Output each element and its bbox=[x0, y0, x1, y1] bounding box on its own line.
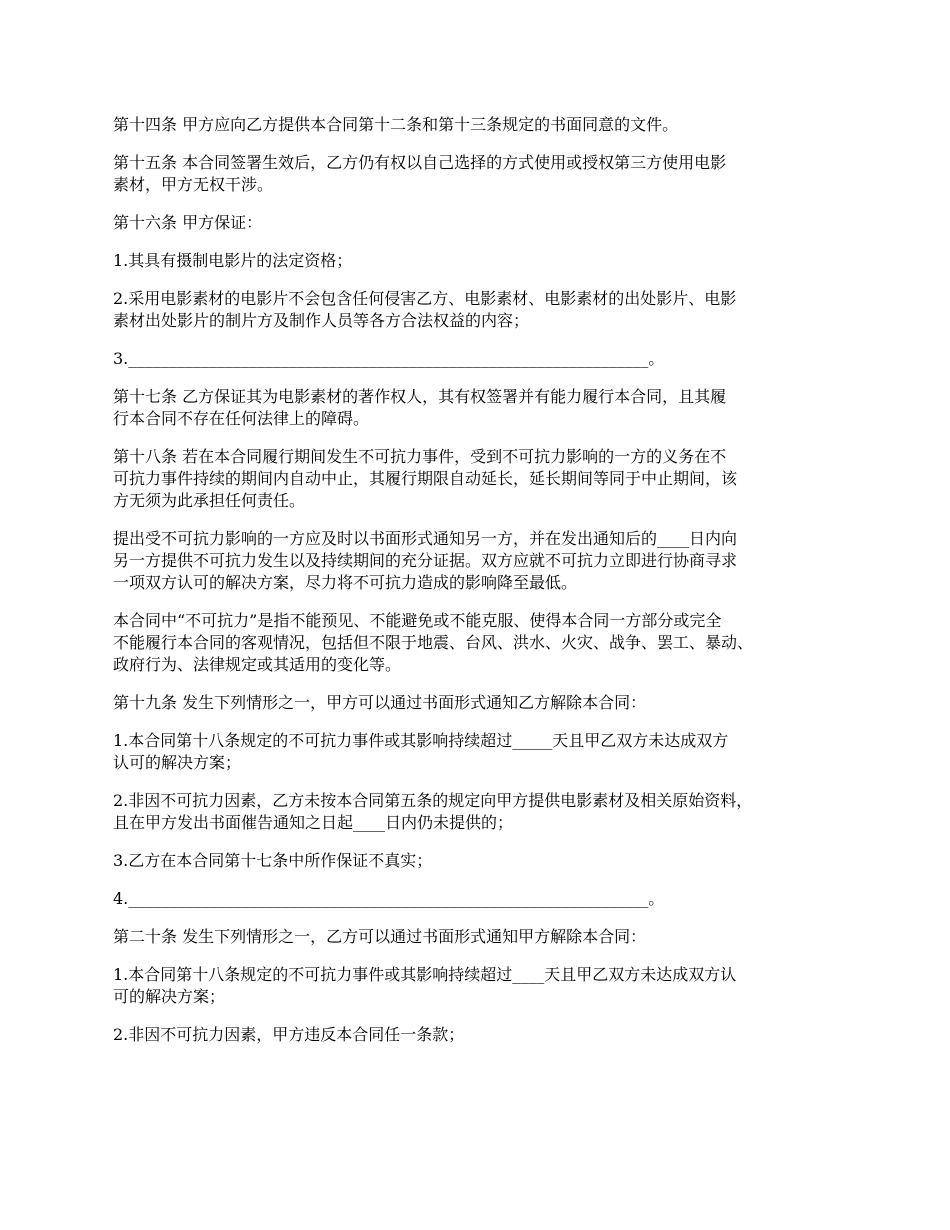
text-line: 素材出处影片的制片方及制作人员等各方合法权益的内容； bbox=[113, 311, 530, 330]
text-line: 第十七条 乙方保证其为电影素材的著作权人，其有权签署并有能力履行本合同，且其履 bbox=[113, 387, 727, 406]
text-line: 不能履行本合同的客观情况，包括但不限于地震、台风、洪水、火灾、战争、罢工、暴动、 bbox=[113, 633, 754, 652]
text-line: 第十九条 发生下列情形之一，甲方可以通过书面形式通知乙方解除本合同： bbox=[113, 693, 647, 712]
text-line: 可的解决方案； bbox=[113, 987, 226, 1006]
article-16-item-2 bbox=[113, 288, 853, 332]
article-19-item-4-blank bbox=[113, 888, 853, 910]
force-majeure-notice bbox=[113, 528, 853, 594]
article-19-item-2 bbox=[113, 790, 853, 834]
article-18 bbox=[113, 446, 853, 512]
text-line: 第十五条 本合同签署生效后，乙方仍有权以自己选择的方式使用或授权第三方使用电影 bbox=[113, 153, 727, 172]
text-line: 1.其具有摄制电影片的法定资格； bbox=[113, 251, 353, 270]
text-line: 另一方提供不可抗力发生以及持续期间的充分证据。双方应就不可抗力立即进行协商寻求 bbox=[113, 551, 738, 570]
article-14 bbox=[113, 114, 853, 136]
text-line: 政府行为、法律规定或其适用的变化等。 bbox=[113, 655, 402, 674]
text-line: 第十四条 甲方应向乙方提供本合同第十二条和第十三条规定的书面同意的文件。 bbox=[113, 115, 679, 134]
text-line: 提出受不可抗力影响的一方应及时以书面形式通知另一方，并在发出通知后的____日内向 bbox=[113, 529, 738, 548]
article-19-item-1 bbox=[113, 730, 853, 774]
text-line: 可抗力事件持续的期间内自动中止，其履行期限自动延长，延长期间等同于中止期间，该 bbox=[113, 469, 738, 488]
article-20-item-2 bbox=[113, 1024, 853, 1046]
text-line: 3.乙方在本合同第十七条中所作保证不真实； bbox=[113, 851, 433, 870]
text-line: 4._________________________________________________________________。 bbox=[113, 889, 665, 908]
text-line: 2.非因不可抗力因素，甲方违反本合同任一条款； bbox=[113, 1025, 465, 1044]
article-15 bbox=[113, 152, 853, 196]
article-19 bbox=[113, 692, 853, 714]
force-majeure-definition bbox=[113, 610, 853, 676]
text-line: 本合同中“不可抗力”是指不能预见、不能避免或不能克服、使得本合同一方部分或完全 bbox=[113, 611, 722, 630]
article-16 bbox=[113, 212, 853, 234]
text-line: 方无须为此承担任何责任。 bbox=[113, 491, 306, 510]
document-page bbox=[113, 114, 853, 1062]
article-16-item-3-blank bbox=[113, 348, 853, 370]
text-line: 一项双方认可的解决方案，尽力将不可抗力造成的影响降至最低。 bbox=[113, 573, 578, 592]
text-line: 2.采用电影素材的电影片不会包含任何侵害乙方、电影素材、电影素材的出处影片、电影 bbox=[113, 289, 737, 308]
article-16-item-1 bbox=[113, 250, 853, 272]
article-20-item-1 bbox=[113, 964, 853, 1008]
text-line: 1.本合同第十八条规定的不可抗力事件或其影响持续超过_____天且甲乙双方未达成双方 bbox=[113, 731, 729, 750]
text-line: 素材，甲方无权干涉。 bbox=[113, 175, 274, 194]
article-20 bbox=[113, 926, 853, 948]
text-line: 2.非因不可抗力因素，乙方未按本合同第五条的规定向甲方提供电影素材及相关原始资料， bbox=[113, 791, 753, 810]
text-line: 认可的解决方案； bbox=[113, 753, 242, 772]
text-line: 1.本合同第十八条规定的不可抗力事件或其影响持续超过____天且甲乙双方未达成双方认 bbox=[113, 965, 737, 984]
text-line: 第十八条 若在本合同履行期间发生不可抗力事件，受到不可抗力影响的一方的义务在不 bbox=[113, 447, 727, 466]
text-line: 第十六条 甲方保证： bbox=[113, 213, 263, 232]
text-line: 且在甲方发出书面催告通知之日起____日内仍未提供的； bbox=[113, 813, 514, 832]
text-line: 行本合同不存在任何法律上的障碍。 bbox=[113, 409, 370, 428]
text-line: 3._________________________________________________________________。 bbox=[113, 349, 665, 368]
text-line: 第二十条 发生下列情形之一，乙方可以通过书面形式通知甲方解除本合同： bbox=[113, 927, 647, 946]
article-19-item-3 bbox=[113, 850, 853, 872]
article-17 bbox=[113, 386, 853, 430]
